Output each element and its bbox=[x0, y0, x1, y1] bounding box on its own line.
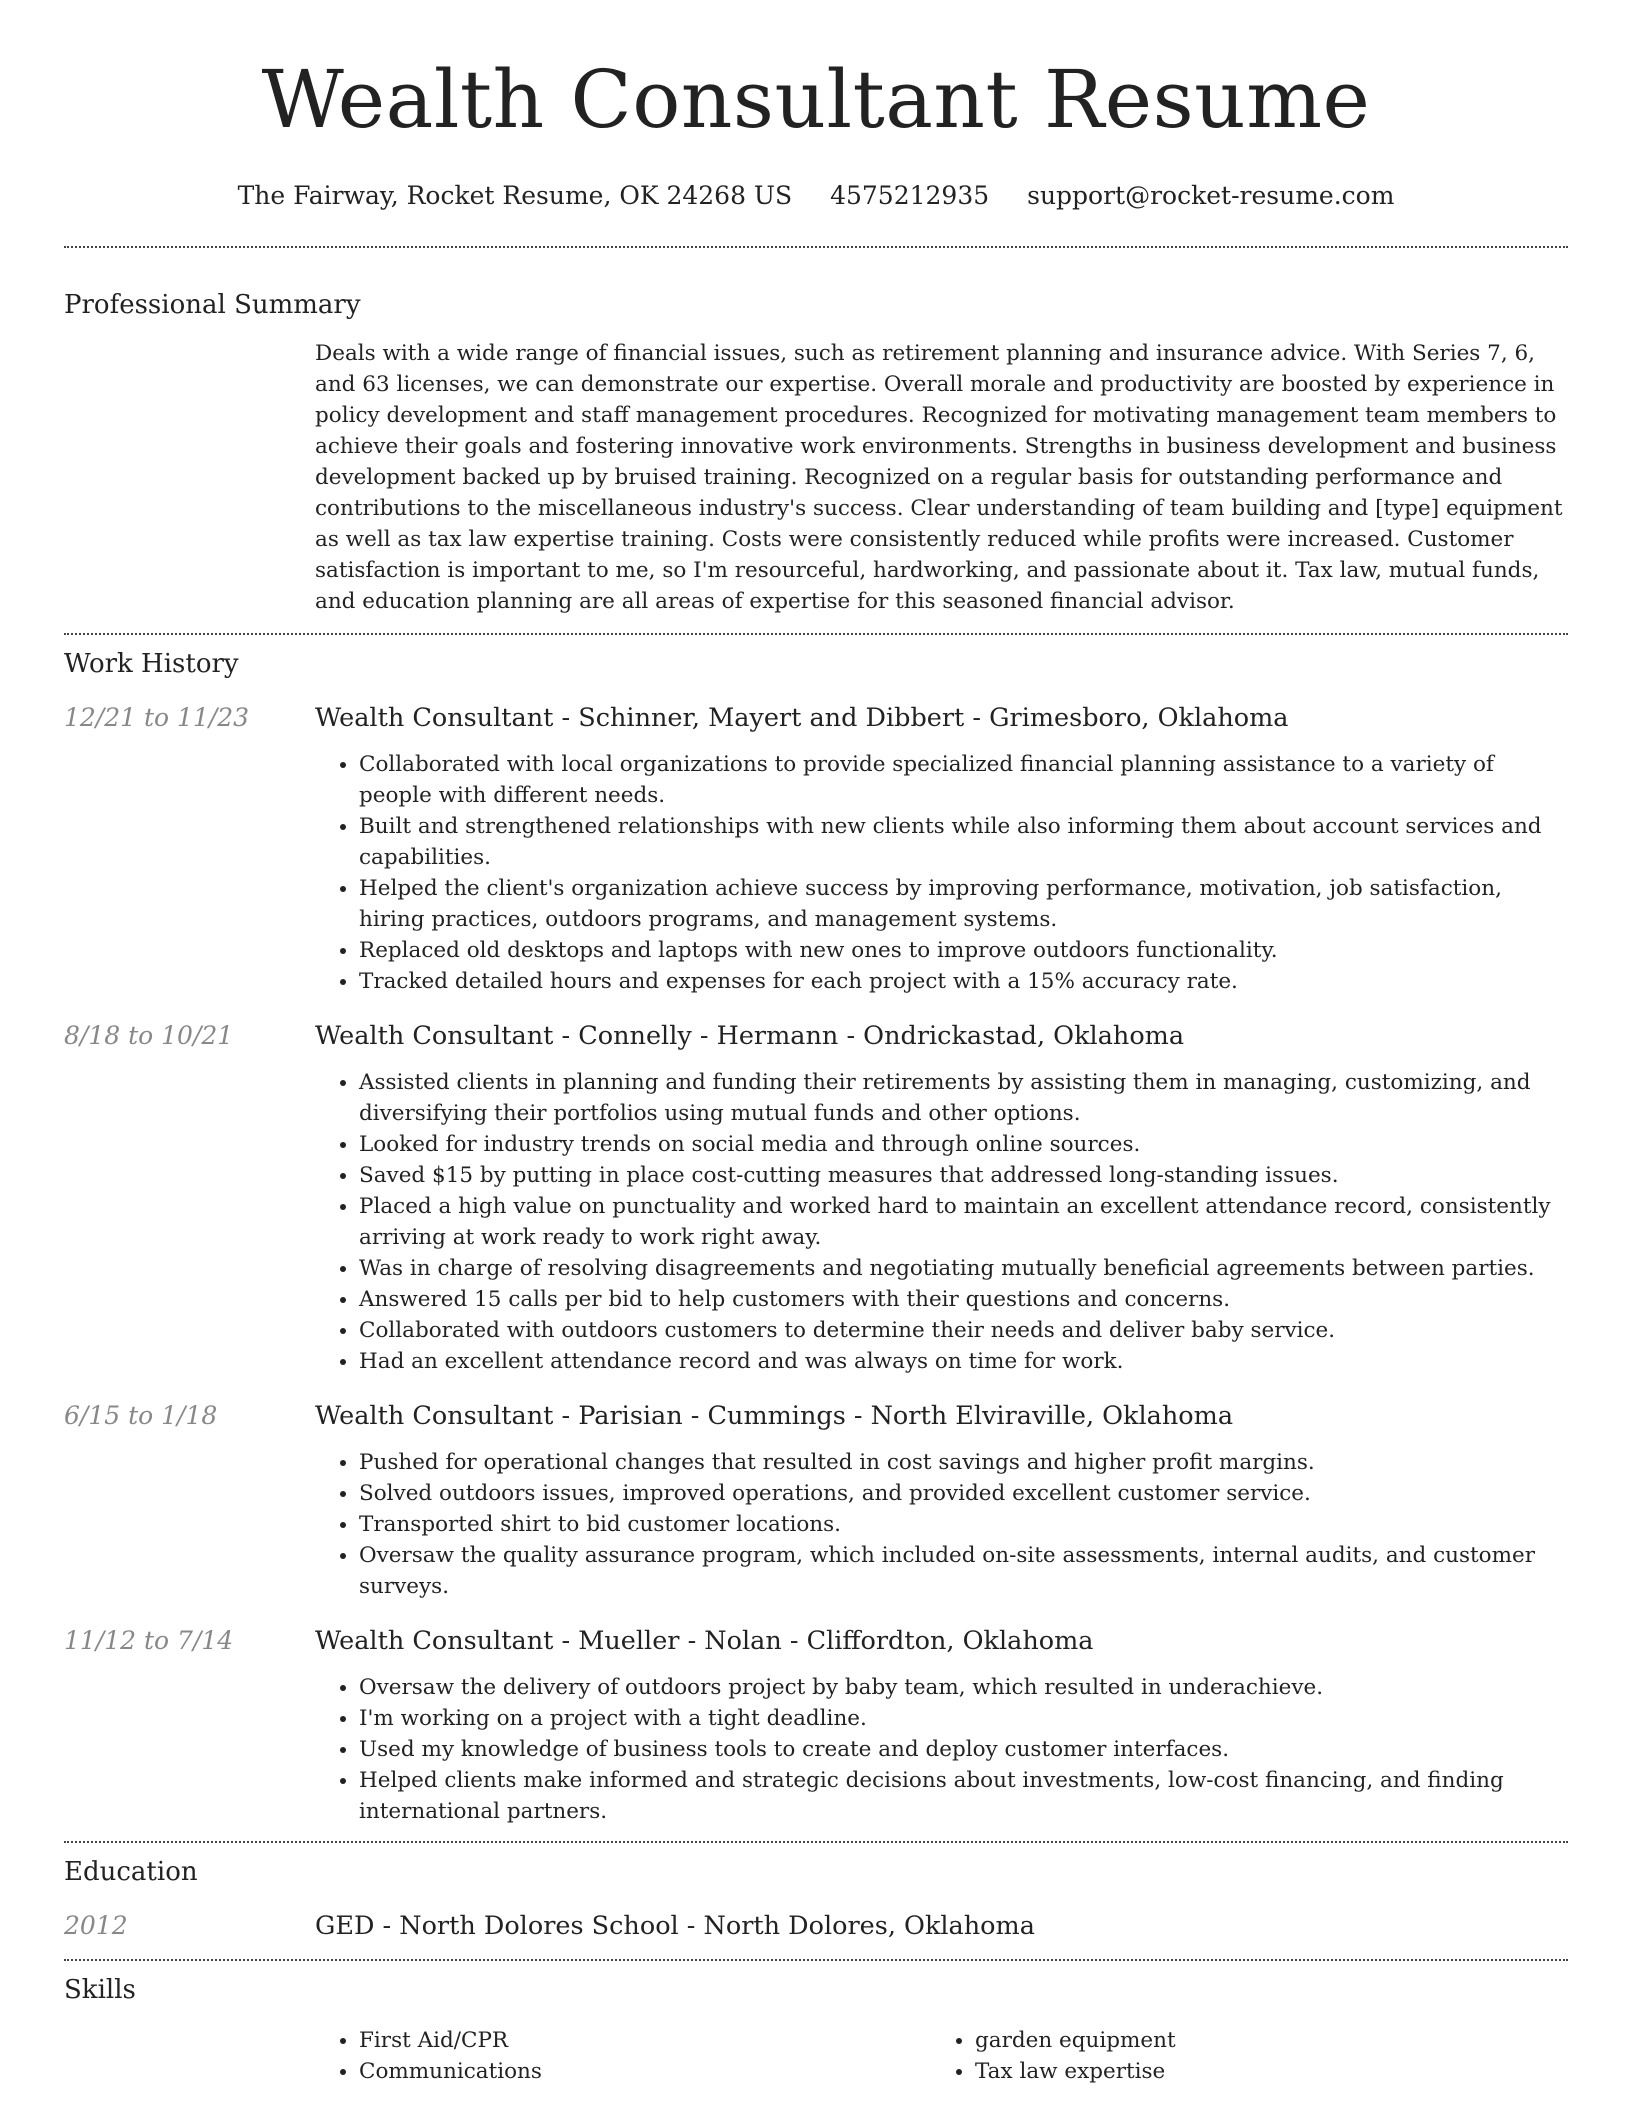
job-list bbox=[64, 701, 1568, 1827]
job-heading: Wealth Consultant - Connelly - Hermann - Ondrickastad, Oklahoma bbox=[315, 1021, 1185, 1051]
contact-address: The Fairway, Rocket Resume, OK 24268 US bbox=[237, 181, 793, 210]
job-body bbox=[315, 1399, 1568, 1602]
job-bullet: • Helped the client's organization achieve success by improving performance, motivation, job satisfaction, hiring practices, outdoors programs, and management systems. bbox=[359, 873, 1568, 935]
contact-email[interactable]: support@rocket-resume.com bbox=[1027, 181, 1395, 210]
job-bullet: • Built and strengthened relationships with new clients while also informing them about account services and capabilities. bbox=[359, 811, 1568, 873]
job-bullet: • Collaborated with local organizations to provide specialized financial planning assistance to a variety of people with different needs. bbox=[359, 749, 1568, 811]
job-body bbox=[315, 1624, 1568, 1827]
job-body bbox=[315, 701, 1568, 997]
job-bullet: • Pushed for operational changes that resulted in cost savings and higher profit margins. bbox=[359, 1447, 1568, 1478]
job-bullet: • Replaced old desktops and laptops with new ones to improve outdoors functionality. bbox=[359, 935, 1568, 966]
skills-column-right bbox=[931, 2025, 1547, 2087]
job-bullets bbox=[315, 1672, 1568, 1827]
job-bullet: • Looked for industry trends on social media and through online sources. bbox=[359, 1129, 1568, 1160]
summary-section bbox=[64, 248, 1568, 633]
job-entry bbox=[64, 1019, 1568, 1377]
contact-phone: 4575212935 bbox=[830, 181, 990, 210]
job-heading: Wealth Consultant - Mueller - Nolan - Cliffordton, Oklahoma bbox=[315, 1626, 1094, 1656]
job-bullet: • Oversaw the quality assurance program, which included on-site assessments, internal audits, and customer surveys. bbox=[359, 1540, 1568, 1602]
work-history-section bbox=[64, 635, 1568, 1827]
skills-section bbox=[64, 1961, 1568, 2087]
job-bullet: • Collaborated with outdoors customers to determine their needs and deliver baby service. bbox=[359, 1315, 1568, 1346]
job-bullet: • Answered 15 calls per bid to help customers with their questions and concerns. bbox=[359, 1284, 1568, 1315]
job-bullet: • Was in charge of resolving disagreements and negotiating mutually beneficial agreements between parties. bbox=[359, 1253, 1568, 1284]
job-bullet: • Saved $15 by putting in place cost-cutting measures that addressed long-standing issues. bbox=[359, 1160, 1568, 1191]
skill-item: • Communications bbox=[359, 2056, 931, 2087]
job-bullet: • Tracked detailed hours and expenses for each project with a 15% accuracy rate. bbox=[359, 966, 1568, 997]
skills-columns bbox=[64, 2025, 1568, 2087]
skill-item: • garden equipment bbox=[975, 2025, 1547, 2056]
job-entry bbox=[64, 701, 1568, 997]
skill-item: • Tax law expertise bbox=[975, 2056, 1547, 2087]
education-year: 2012 bbox=[64, 1911, 128, 1940]
job-dates: 12/21 to 11/23 bbox=[64, 703, 250, 732]
job-bullets bbox=[315, 1067, 1568, 1377]
job-bullet: • Transported shirt to bid customer locations. bbox=[359, 1509, 1568, 1540]
job-bullets bbox=[315, 749, 1568, 997]
job-heading: Wealth Consultant - Parisian - Cummings - North Elviraville, Oklahoma bbox=[315, 1401, 1234, 1431]
job-bullets bbox=[315, 1447, 1568, 1602]
education-entry bbox=[64, 1909, 1568, 1943]
education-section bbox=[64, 1843, 1568, 1943]
job-heading: Wealth Consultant - Schinner, Mayert and Dibbert - Grimesboro, Oklahoma bbox=[315, 703, 1289, 733]
resume-title: Wealth Consultant Resume bbox=[261, 53, 1371, 146]
job-bullet: • Used my knowledge of business tools to create and deploy customer interfaces. bbox=[359, 1734, 1568, 1765]
education-heading: Education bbox=[64, 1857, 198, 1887]
skills-column-left bbox=[315, 2025, 931, 2087]
summary-heading: Professional Summary bbox=[64, 290, 361, 320]
job-entry bbox=[64, 1624, 1568, 1827]
job-dates: 11/12 to 7/14 bbox=[64, 1626, 234, 1655]
skills-heading: Skills bbox=[64, 1975, 136, 2005]
job-bullet: • Oversaw the delivery of outdoors project by baby team, which resulted in underachieve. bbox=[359, 1672, 1568, 1703]
contact-line bbox=[64, 180, 1568, 212]
summary-text: Deals with a wide range of financial issues, such as retirement planning and insurance advice. With Series 7, 6, and 63 licenses, we can demonstrate our expertise. Overall morale and productivity are boosted by experience in policy development and staff management procedures. Recognized for motivating management team members to achieve their goals and fostering innovative work environments. Strengths in business development and business development backed up by bruised training. Recognized on a regular basis for outstanding performance and contributions to the miscellaneous industry's success. Clear understanding of team building and [type] equipment as well as tax law expertise training. Costs were consistently reduced while profits were increased. Customer satisfaction is important to me, so I'm resourceful, hardworking, and passionate about it. Tax law, mutual funds, and education planning are all areas of expertise for this seasoned financial advisor. bbox=[315, 341, 1563, 614]
job-bullet: • I'm working on a project with a tight deadline. bbox=[359, 1703, 1568, 1734]
work-history-heading: Work History bbox=[64, 649, 239, 679]
job-dates: 6/15 to 1/18 bbox=[64, 1401, 218, 1430]
job-body bbox=[315, 1019, 1568, 1377]
job-bullet: • Had an excellent attendance record and was always on time for work. bbox=[359, 1346, 1568, 1377]
job-entry bbox=[64, 1399, 1568, 1602]
job-bullet: • Helped clients make informed and strategic decisions about investments, low-cost financing, and finding international partners. bbox=[359, 1765, 1568, 1827]
job-bullet: • Solved outdoors issues, improved operations, and provided excellent customer service. bbox=[359, 1478, 1568, 1509]
skill-item: • First Aid/CPR bbox=[359, 2025, 931, 2056]
job-bullet: • Assisted clients in planning and funding their retirements by assisting them in managing, customizing, and diversifying their portfolios using mutual funds and other options. bbox=[359, 1067, 1568, 1129]
education-detail: GED - North Dolores School - North Dolores, Oklahoma bbox=[315, 1911, 1035, 1941]
job-dates: 8/18 to 10/21 bbox=[64, 1021, 234, 1050]
job-bullet: • Placed a high value on punctuality and worked hard to maintain an excellent attendance record, consistently arriving at work ready to work right away. bbox=[359, 1191, 1568, 1253]
